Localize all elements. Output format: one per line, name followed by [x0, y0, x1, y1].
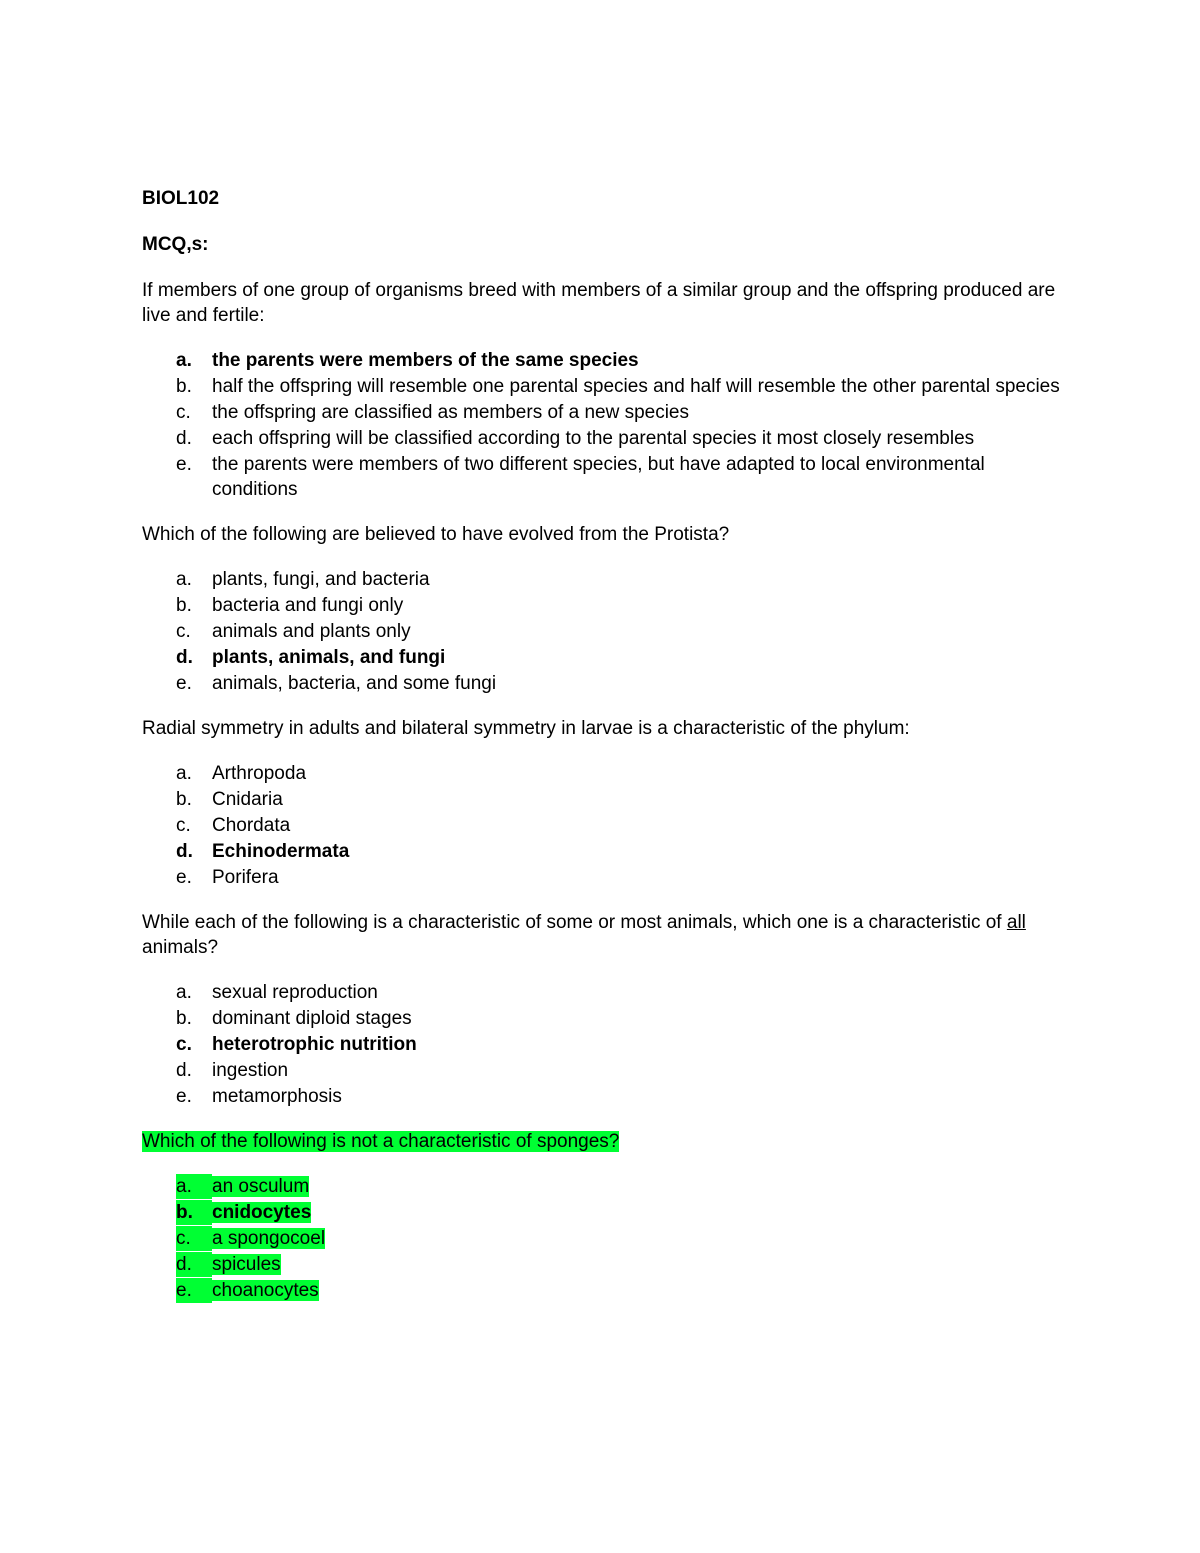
question-stem — [142, 1129, 1062, 1154]
option-d: d. plants, animals, and fungi — [176, 647, 446, 668]
option-c: c. heterotrophic nutrition — [176, 1034, 417, 1055]
option-list — [142, 567, 1062, 696]
option-a: a. the parents were members of the same species — [176, 350, 639, 371]
option-d: d. Echinodermata — [176, 841, 350, 862]
option-a: a. sexual reproduction — [176, 982, 378, 1003]
option-e: e. the parents were members of two different species, but have adapted to local environmental conditions — [176, 454, 985, 500]
question-1 — [142, 278, 1062, 502]
option-list — [142, 980, 1062, 1109]
option-c: c. the offspring are classified as members of a new species — [176, 402, 689, 423]
option-a: a. an osculum — [176, 1176, 310, 1197]
option-d: d. ingestion — [176, 1060, 289, 1081]
question-4 — [142, 910, 1062, 1109]
highlighted-stem: Which of the following is not a characteristic of sponges? — [142, 1131, 620, 1152]
option-e: e. Porifera — [176, 867, 279, 888]
option-c: c. Chordata — [176, 815, 291, 836]
option-c: c. a spongocoel — [176, 1228, 326, 1249]
course-code: BIOL102 — [142, 188, 220, 209]
option-list — [142, 761, 1062, 890]
option-list — [142, 348, 1062, 502]
question-5-highlighted — [142, 1129, 1062, 1303]
option-d: d. spicules — [176, 1254, 281, 1275]
question-stem: While each of the following is a characteristic of some or most animals, which one is a characteristic of all animals? — [142, 912, 1026, 958]
option-d: d. each offspring will be classified according to the parental species it most closely resembles — [176, 428, 975, 449]
option-b: b. half the offspring will resemble one parental species and half will resemble the other parental species — [176, 376, 1060, 397]
question-stem: If members of one group of organisms breed with members of a similar group and the offspring produced are live and fertile: — [142, 280, 1056, 326]
option-a: a. Arthropoda — [176, 763, 307, 784]
question-stem: Radial symmetry in adults and bilateral symmetry in larvae is a characteristic of the phylum: — [142, 718, 910, 739]
option-c: c. animals and plants only — [176, 621, 411, 642]
option-b: b. bacteria and fungi only — [176, 595, 404, 616]
question-3 — [142, 716, 1062, 890]
option-b: b. dominant diploid stages — [176, 1008, 412, 1029]
option-e: e. metamorphosis — [176, 1086, 342, 1107]
section-heading: MCQ,s: — [142, 234, 209, 255]
option-b: b. cnidocytes — [176, 1202, 312, 1223]
question-2 — [142, 522, 1062, 696]
option-e: e. animals, bacteria, and some fungi — [176, 673, 497, 694]
option-list — [142, 1174, 1062, 1303]
document-page — [142, 186, 1062, 1323]
option-a: a. plants, fungi, and bacteria — [176, 569, 430, 590]
option-e: e. choanocytes — [176, 1280, 319, 1301]
underlined-word: all — [1006, 912, 1026, 933]
question-stem: Which of the following are believed to have evolved from the Protista? — [142, 524, 730, 545]
option-b: b. Cnidaria — [176, 789, 283, 810]
